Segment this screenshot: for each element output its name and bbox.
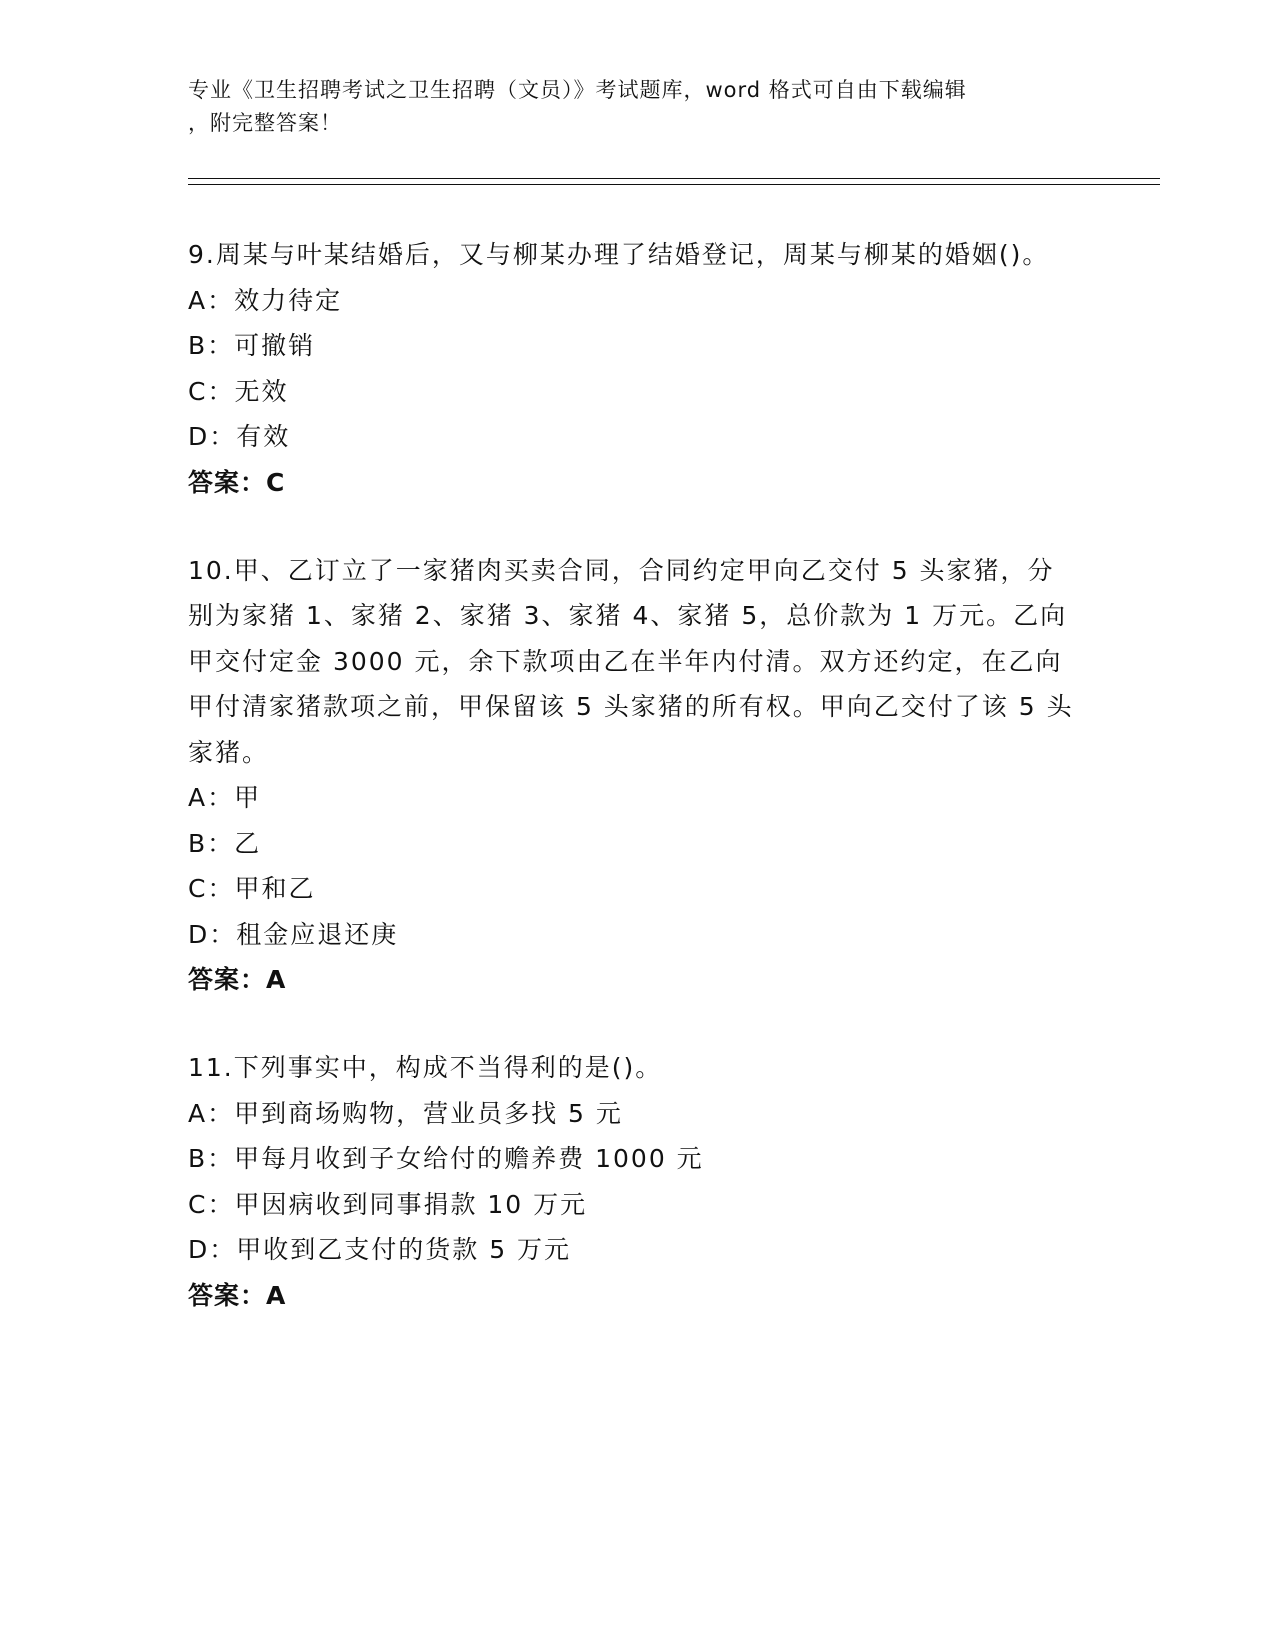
answer: 答案：A	[188, 1280, 287, 1310]
answer: 答案：A	[188, 965, 287, 994]
question-10	[188, 548, 1078, 1004]
document-header	[188, 74, 1068, 140]
option-a: A：甲	[188, 783, 262, 812]
question-9	[188, 232, 1078, 506]
option-c: C：甲因病收到同事捐款 10 万元	[188, 1189, 588, 1219]
question-list	[188, 232, 1078, 1361]
question-stem: 9.周某与叶某结婚后，又与柳某办理了结婚登记，周某与柳某的婚姻()。	[188, 240, 1050, 269]
option-a: A：效力待定	[188, 285, 343, 315]
header-divider	[188, 178, 1160, 185]
question-stem: 11.下列事实中，构成不当得利的是()。	[188, 1053, 663, 1082]
option-a: A：甲到商场购物，营业员多找 5 元	[188, 1098, 623, 1128]
option-d: D：租金应退还庚	[188, 919, 399, 949]
option-b: B：甲每月收到子女给付的赡养费 1000 元	[188, 1144, 704, 1173]
option-d: D：有效	[188, 422, 291, 451]
option-b: B：乙	[188, 828, 262, 858]
option-c: C：无效	[188, 376, 289, 406]
option-d: D：甲收到乙支付的货款 5 万元	[188, 1235, 572, 1264]
question-stem: 10.甲、乙订立了一家猪肉买卖合同，合同约定甲向乙交付 5 头家猪，分别为家猪 1、家猪 2、家猪 3、家猪 4、家猪 5，总价款为 1 万元。乙向甲交付定金 3000 元，余下款项由乙在半年内付清。双方还约定，在乙向甲付清家猪款项之前，甲保留该 5 头家猪的所有权。甲向乙交付了该 5 头家猪。	[188, 555, 1074, 767]
option-b: B：可撤销	[188, 331, 316, 360]
header-line-1: 专业《卫生招聘考试之卫生招聘（文员）》考试题库，word 格式可自由下载编辑	[188, 78, 967, 102]
answer: 答案：C	[188, 467, 286, 497]
option-c: C：甲和乙	[188, 874, 316, 903]
header-line-2: ，附完整答案！	[188, 111, 342, 135]
question-11	[188, 1045, 1078, 1319]
